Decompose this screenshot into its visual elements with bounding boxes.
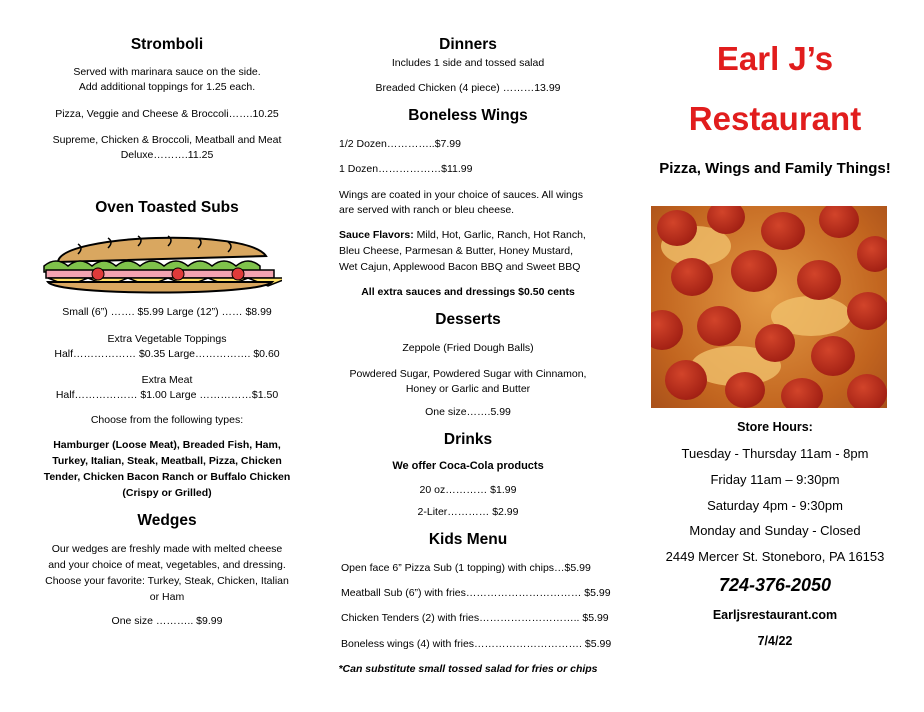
wedges-desc-3: Choose your favorite: Turkey, Steak, Chicken, Italian [45,575,289,587]
stromboli-item-2a: Supreme, Chicken & Broccoli, Meatball and Meat [52,134,282,146]
hours-line-2: Friday 11am – 9:30pm [710,472,840,487]
subs-title: Oven Toasted Subs [95,199,239,216]
kids-item-2: Meatball Sub (6”) with fries…………………………… $5.99 [341,587,611,599]
drinks-2liter: 2-Liter………… $2.99 [417,506,519,518]
subs-types-4: (Crispy or Grilled) [122,487,212,499]
brand-name-line-2: Restaurant [688,100,862,137]
wings-half-dozen: 1/2 Dozen…………..$7.99 [339,138,461,150]
subs-types-2: Turkey, Italian, Steak, Meatball, Pizza, Chicken [52,455,282,467]
hours-line-1: Tuesday - Thursday 11am - 8pm [681,446,869,461]
kids-item-3: Chicken Tenders (2) with fries……………………….. $5.99 [341,612,609,624]
desserts-item: Zeppole (Fried Dough Balls) [402,342,534,354]
website: Earljsrestaurant.com [712,608,838,622]
subs-choose: Choose from the following types: [90,414,244,426]
column-left [22,0,312,712]
hours-title: Store Hours: [737,420,813,434]
dinners-title: Dinners [439,36,497,53]
address: 2449 Mercer St. Stoneboro, PA 16153 [665,549,885,564]
desserts-title: Desserts [435,311,501,328]
brand-name-line-1: Earl J’s [716,40,834,77]
hours-line-3: Saturday 4pm - 9:30pm [707,498,843,513]
kids-item-1: Open face 6” Pizza Sub (1 topping) with chips…$5.99 [341,562,591,574]
wings-dozen: 1 Dozen………………$11.99 [339,163,473,175]
stromboli-item-2b: Deluxe……….11.25 [120,149,214,161]
drinks-20oz: 20 oz………… $1.99 [419,484,517,496]
kids-note: *Can substitute small tossed salad for fries or chips [338,663,598,675]
desserts-price: One size…….5.99 [425,406,511,418]
wings-flavors-3: Wet Cajun, Applewood Bacon BBQ and Sweet BBQ [339,261,581,273]
dinners-item: Breaded Chicken (4 piece) ………13.99 [375,82,561,94]
kids-title: Kids Menu [428,531,508,548]
desserts-desc-1: Powdered Sugar, Powdered Sugar with Cinnamon, [349,368,587,380]
subs-meat-prices: Half……………… $1.00 Large ……………$1.50 [55,389,279,401]
desserts-desc-2: Honey or Garlic and Butter [405,383,531,395]
stromboli-desc-1: Served with marinara sauce on the side. [73,66,261,78]
subs-veg-title: Extra Vegetable Toppings [107,333,227,345]
wings-desc-1: Wings are coated in your choice of sauces. All wings [339,189,583,201]
wedges-price: One size ……….. $9.99 [111,615,223,627]
subs-sizes: Small (6”) ……. $5.99 Large (12”) …… $8.99 [62,306,272,318]
wings-flavors-1-text: Mild, Hot, Garlic, Ranch, Hot Ranch, [413,229,586,241]
phone-number: 724-376-2050 [718,575,832,595]
wings-flavors-2: Bleu Cheese, Parmesan & Butter, Honey Mustard, [339,245,574,257]
subs-types-3: Tender, Chicken Bacon Ranch or Buffalo Chicken [43,471,291,483]
drinks-title: Drinks [443,431,493,448]
dinners-sub: Includes 1 side and tossed salad [391,57,545,69]
stromboli-desc-2: Add additional toppings for 1.25 each. [78,81,256,93]
hours-line-4: Monday and Sunday - Closed [689,523,861,538]
pepperoni-pizza-photo [651,206,887,408]
wings-flavors-label: Sauce Flavors: [339,229,414,241]
wedges-title: Wedges [137,512,197,529]
column-middle [322,0,614,712]
wings-extra: All extra sauces and dressings $0.50 cents [361,286,575,298]
brand-tagline: Pizza, Wings and Family Things! [659,160,891,177]
wedges-desc-2: and your choice of meat, vegetables, and dressing. [48,559,286,571]
subs-meat-title: Extra Meat [141,374,193,386]
stromboli-title: Stromboli [130,36,204,53]
stromboli-item-1: Pizza, Veggie and Cheese & Broccoli…….10.25 [55,108,279,120]
wedges-desc-4: or Ham [149,591,185,603]
drinks-sub: We offer Coca-Cola products [392,460,544,472]
wings-desc-2: are served with ranch or bleu cheese. [339,204,515,216]
wings-title: Boneless Wings [408,107,528,124]
subs-veg-prices: Half……………… $0.35 Large……………. $0.60 [54,348,280,360]
menu-date: 7/4/22 [757,634,793,648]
sub-sandwich-icon [38,226,282,296]
wedges-desc-1: Our wedges are freshly made with melted cheese [51,543,283,555]
wings-flavors-1 [339,228,614,243]
column-right [640,0,910,712]
subs-types-1: Hamburger (Loose Meat), Breaded Fish, Ham, [53,439,281,451]
kids-item-4: Boneless wings (4) with fries…………………………. $5.99 [341,638,612,650]
